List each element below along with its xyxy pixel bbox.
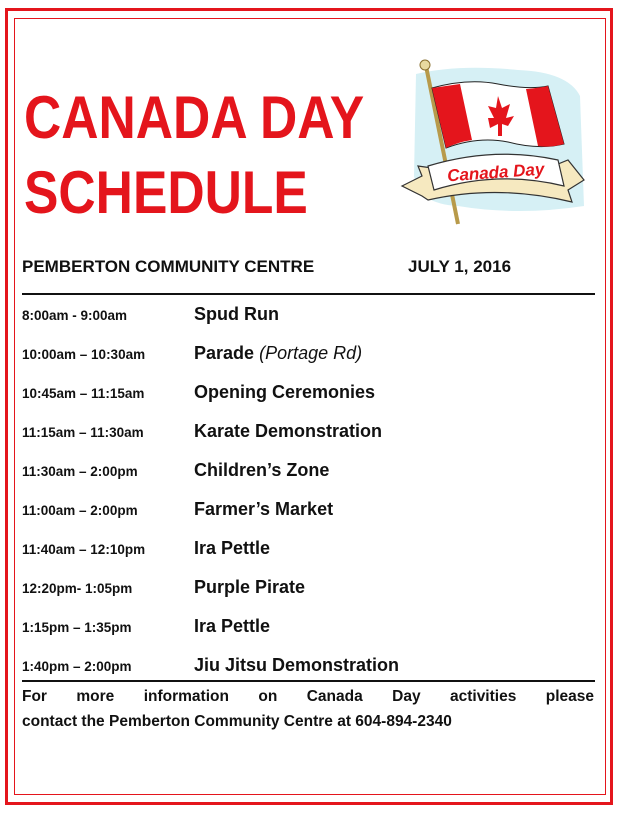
schedule-row: [22, 304, 582, 328]
schedule-time: 11:15am – 11:30am: [22, 425, 144, 440]
title-line-2: SCHEDULE: [24, 159, 308, 226]
event-name: Parade: [194, 343, 255, 363]
schedule-row: [22, 499, 582, 523]
event-name: Children’s Zone: [194, 460, 330, 480]
bottom-divider: [22, 680, 595, 682]
event-name: Spud Run: [194, 304, 279, 324]
schedule-time: 11:30am – 2:00pm: [22, 464, 138, 479]
schedule-row: [22, 538, 582, 562]
schedule-time: 10:00am – 10:30am: [22, 347, 146, 362]
logo-text: Canada Day: [446, 159, 545, 186]
schedule-row: [22, 616, 582, 640]
top-divider: [22, 293, 595, 295]
schedule-time: 1:15pm – 1:35pm: [22, 620, 132, 635]
event-name: Ira Pettle: [194, 538, 271, 558]
event-name: Farmer’s Market: [194, 499, 334, 519]
schedule-event: [194, 343, 362, 364]
canada-flag-logo: [398, 56, 590, 228]
schedule-row: [22, 577, 582, 601]
schedule-row: [22, 421, 582, 445]
schedule-row: [22, 382, 582, 406]
event-date: JULY 1, 2016: [408, 257, 512, 276]
footer-info: [22, 684, 594, 734]
schedule-event: [194, 460, 329, 481]
footer-line-1: For more information on Canada Day activities please: [22, 688, 594, 705]
schedule-row: [22, 343, 582, 367]
schedule-time: 11:00am – 2:00pm: [22, 503, 138, 518]
schedule-event: [194, 655, 399, 676]
footer-line-2: contact the Pemberton Community Centre at 604-894-2340: [22, 713, 452, 730]
schedule-time: 12:20pm- 1:05pm: [22, 581, 133, 596]
schedule-row: [22, 655, 582, 679]
schedule-event: [194, 421, 382, 442]
event-name: Jiu Jitsu Demonstration: [194, 655, 400, 675]
event-name: Opening Ceremonies: [194, 382, 376, 402]
schedule-time: 11:40am – 12:10pm: [22, 542, 146, 557]
schedule-time: 10:45am – 11:15am: [22, 386, 145, 401]
event-location: (Portage Rd): [259, 343, 363, 363]
event-location-text: Portage Rd: [265, 343, 357, 363]
event-name: Purple Pirate: [194, 577, 306, 597]
title-line-1: CANADA DAY: [24, 84, 365, 151]
schedule-event: [194, 538, 270, 559]
schedule-event: [194, 304, 279, 325]
event-name: Karate Demonstration: [194, 421, 383, 441]
schedule-event: [194, 382, 375, 403]
schedule-event: [194, 616, 270, 637]
schedule-row: [22, 460, 582, 484]
schedule-time: 8:00am - 9:00am: [22, 308, 128, 323]
schedule-event: [194, 499, 333, 520]
schedule-time: 1:40pm – 2:00pm: [22, 659, 132, 674]
schedule-event: [194, 577, 305, 598]
venue: PEMBERTON COMMUNITY CENTRE: [22, 257, 315, 276]
event-name: Ira Pettle: [194, 616, 271, 636]
